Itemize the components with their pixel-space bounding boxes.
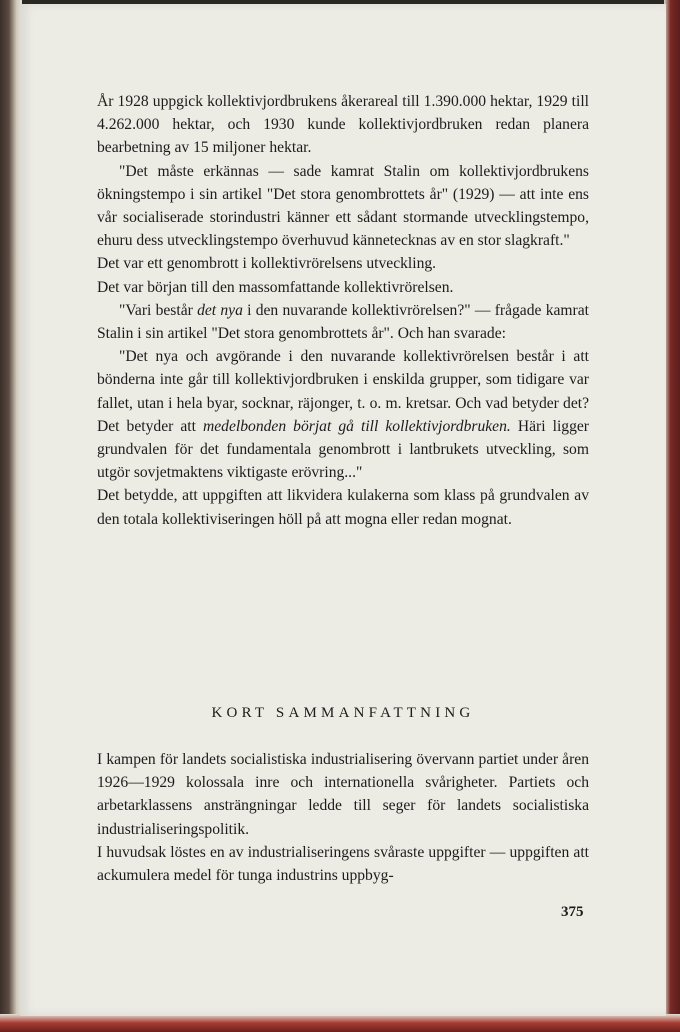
paragraph-5: [97, 299, 589, 345]
paragraph-6-end: Häri ligger grundvalen för det fundamentala genombrott i lantbrukets utveckling, som utgör sovjetmaktens viktigaste erövring...": [97, 417, 589, 482]
paragraph-5-emphasis: det nya: [197, 301, 243, 319]
paragraph-2: "Det måste erkännas — sade kamrat Stalin om kollektivjordbrukens ökningstempo i sin artikel "Det stora genombrottets år" (1929) — att inte ens vår socialiserade storindustri känner ett sådant stormande utvecklingstempo, ehuru dess utvecklingstempo överhuvud kännetecknas av en stor slagkraft.": [97, 162, 589, 250]
paragraph-6-emphasis: medelbonden börjat gå till kollektivjordbruken.: [203, 417, 511, 435]
paragraph-5-end: i den nuvarande kollektivrörelsen?" — frågade kamrat Stalin i sin artikel "Det stora genombrottets år". Och han svarade:: [97, 301, 589, 343]
summary-text: [97, 748, 589, 887]
paragraph-5-start: "Vari består: [119, 301, 198, 319]
section-heading: KORT SAMMANFATTNING: [211, 705, 475, 721]
paragraph-1: År 1928 uppgick kollektivjordbrukens åkerareal till 1.390.000 hektar, 1929 till 4.262.000 hektar, och 1930 kunde kollektivjordbruken redan planera bearbetning av 15 miljoner hektar.: [97, 93, 589, 157]
book-page: [20, 4, 666, 1016]
paragraph-7: Det betydde, att uppgiften att likvidera kulakerna som klass på grundvalen av den totala kollektiviseringen höll på att mogna eller redan mognat.: [97, 487, 589, 528]
book-edge-bottom: [0, 1014, 680, 1032]
book-edge-right: [664, 0, 680, 1032]
paragraph-6-quote: [97, 345, 589, 484]
main-text: [97, 90, 589, 531]
book-spine-left: [0, 0, 22, 1032]
summary-paragraph-1: I kampen för landets socialistiska industrialisering övervann partiet under åren 1926—1929 kolossala inre och internationella svårigheter. Partiets och arbetarklassens ansträngningar ledde till seger för landets socialistiska industrialiseringspolitik.: [97, 751, 589, 838]
page-number: 375: [561, 904, 584, 920]
paragraph-6-start: "Det nya och avgörande i den nuvarande kollektivrörelsen består i att bönderna inte går till kollektivjordbruken i enskilda grupper, som tidigare var fallet, utan i hela byar, socknar, räjonger, t. o. m. kretsar. Och vad betyder det? Det betyder att: [97, 348, 589, 435]
summary-paragraph-2: I huvudsak löstes en av industrialiseringens svåraste uppgifter — uppgiften att ackumulera medel för tunga industrins uppbyg-: [97, 843, 589, 885]
paragraph-3: Det var ett genombrott i kollektivrörelsens utveckling.: [97, 255, 437, 273]
paragraph-4: Det var början till den massomfattande kollektivrörelsen.: [97, 278, 454, 296]
